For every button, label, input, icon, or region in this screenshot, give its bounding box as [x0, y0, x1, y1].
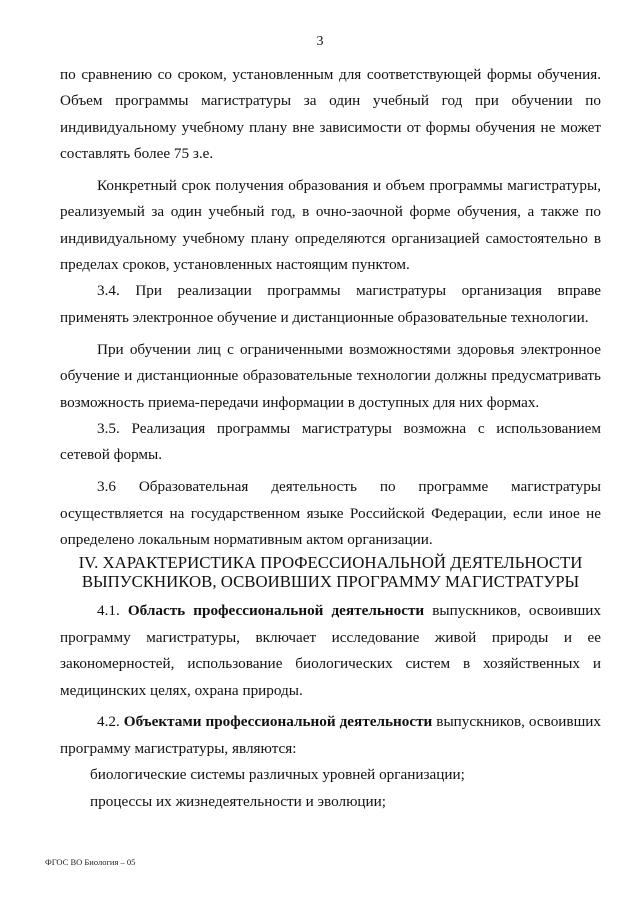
- paragraph-3-6: 3.6 Образовательная деятельность по программе магистратуры осуществляется на государственном языке Российской Федерации, если иное не определено локальным нормативным актом организации.: [60, 478, 601, 549]
- list-item: биологические системы различных уровней организации;: [90, 766, 465, 784]
- footer-label: ФГОС ВО Биология – 05: [45, 857, 136, 867]
- paragraph-specific-term: Конкретный срок получения образования и объем программы магистратуры, реализуемый за один учебный год, в очно-заочной форме обучения, а также по индивидуальному учебному плану определяются организацией самостоятельно в пределах сроков, установленных настоящим пунктом.: [60, 177, 601, 274]
- body-text-section-iv: [60, 598, 601, 816]
- paragraph-4-2-term: Объектами профессиональной деятельности: [123, 712, 433, 730]
- paragraph-4-1-number: 4.1.: [97, 602, 120, 619]
- paragraph-4-1: [60, 598, 601, 705]
- paragraph-4-2: [60, 709, 601, 762]
- list-item: процессы их жизнедеятельности и эволюции;: [90, 792, 387, 810]
- paragraph-4-2-text: выпускников, освоивших программу магистратуры, являются:: [60, 712, 602, 757]
- section-heading-iv: [60, 553, 601, 591]
- section-heading-line-1: IV. ХАРАКТЕРИСТИКА ПРОФЕССИОНАЛЬНОЙ ДЕЯТЕЛЬНОСТИ: [78, 553, 583, 572]
- paragraph-3-4: 3.4. При реализации программы магистратуры организация вправе применять электронное обучение и дистанционные образовательные технологии.: [60, 282, 601, 326]
- paragraph-4-2-number: 4.2.: [97, 712, 120, 730]
- body-text-top: [60, 62, 601, 553]
- paragraph-4-1-text: выпускников, освоивших программу магистратуры, включает исследование живой природы и ее закономерностей, использование биологических систем в хозяйственных и медицинских целях, охрана природы.: [60, 602, 601, 700]
- paragraph-4-1-term: Область профессиональной деятельности: [127, 602, 425, 619]
- paragraph-3-3-continuation: по сравнению со сроком, установленным для соответствующей формы обучения. Объем программы магистратуры за один учебный год при обучении по индивидуальному учебному плану вне зависимости от формы обучения не может составлять более 75 з.е.: [60, 66, 601, 162]
- paragraph-disabilities: При обучении лиц с ограниченными возможностями здоровья электронное обучение и дистанционные образовательные технологии должны предусматривать возможность приема-передачи информации в доступных для них формах.: [60, 340, 601, 411]
- section-heading-line-2: ВЫПУСКНИКОВ, ОСВОИВШИХ ПРОГРАММУ МАГИСТРАТУРЫ: [81, 572, 580, 591]
- paragraph-3-5: 3.5. Реализация программы магистратуры возможна с использованием сетевой формы.: [60, 419, 601, 464]
- page-number: 3: [316, 34, 324, 49]
